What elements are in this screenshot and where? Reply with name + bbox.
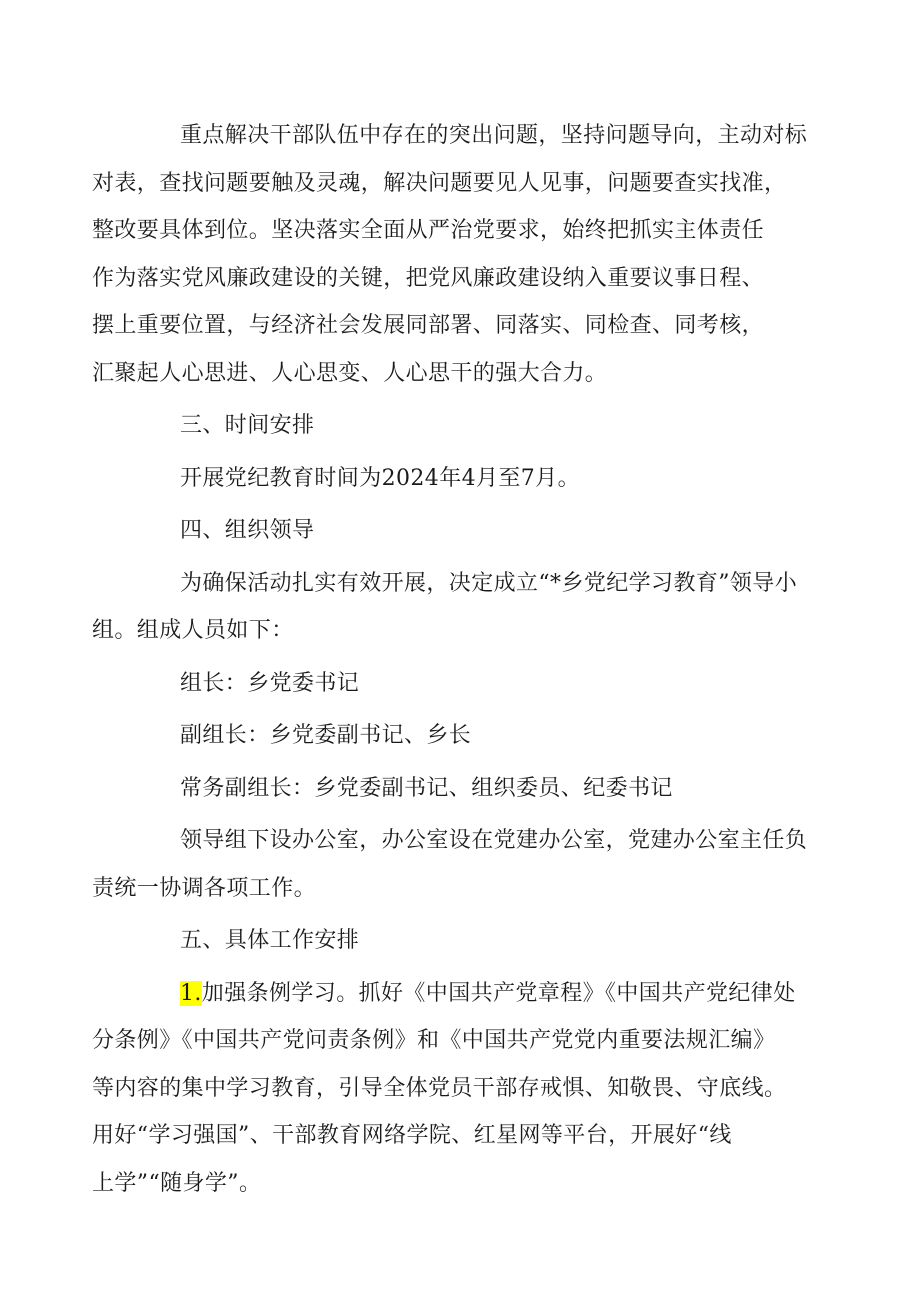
paragraph-problem-solving [92, 112, 808, 397]
text-line: 常务副组长：乡党委副书记、组织委员、纪委书记 [180, 775, 673, 801]
text-line: 组长：乡党委书记 [180, 670, 360, 696]
heading-text: 五、具体工作安排 [180, 928, 360, 953]
heading-text: 三、时间安排 [180, 413, 315, 438]
paragraph-leader [136, 660, 796, 708]
paragraph-deputy [136, 712, 796, 760]
document-body [92, 112, 808, 1212]
text-line: 副组长：乡党委副书记、乡长 [180, 723, 472, 748]
section-heading-organization [136, 507, 796, 555]
section-heading-work-plan [136, 917, 796, 965]
text-line: 汇聚起人心思进、人心思变、人心思干的强大合力。 [92, 360, 608, 386]
text-line: 等内容的集中学习教育，引导全体党员干部存戒惧、知敬畏、守底线。 [92, 1075, 787, 1101]
text-line: 分条例》《中国共产党问责条例》和《中国共产党党内重要法规汇编》 [92, 1028, 776, 1053]
text-line: 用好“学习强国”、干部教育网络学院、红星网等平台，开展好“线 [92, 1123, 732, 1148]
text-line: 整改要具体到位。坚决落实全面从严治党要求，始终把抓实主体责任 [92, 218, 765, 243]
text-line: 责统一协调各项工作。 [92, 875, 317, 901]
paragraph-office [92, 817, 808, 912]
text-run: 加强条例学习。抓好《中国共产党章程》《中国共产党纪律处 [201, 980, 796, 1006]
text-line: 组。组成人员如下： [92, 618, 294, 643]
paragraph-item-1 [92, 970, 796, 1208]
section-heading-schedule [136, 402, 796, 450]
text-line: 领导组下设办公室，办公室设在党建办公室，党建办公室主任负 [180, 828, 808, 853]
text-line [136, 970, 796, 1018]
heading-text: 四、组织领导 [180, 518, 315, 543]
text-line: 开展党纪教育时间为2024年4月至7月。 [180, 465, 580, 491]
text-line: 对表，查找问题要触及灵魂，解决问题要见人见事，问题要查实找准， [92, 170, 787, 196]
text-line: 上学”“随身学”。 [92, 1170, 262, 1196]
text-line: 重点解决干部队伍中存在的突出问题，坚持问题导向，主动对标 [180, 123, 808, 148]
highlighted-item-number: 1. [180, 980, 202, 1006]
paragraph-organization [92, 560, 798, 655]
text-line: 为确保活动扎实有效开展，决定成立“*乡党纪学习教育”领导小 [180, 570, 798, 596]
paragraph-exec-deputy [136, 765, 796, 813]
paragraph-time [136, 455, 796, 503]
text-line: 摆上重要位置，与经济社会发展同部署、同落实、同检查、同考核， [92, 313, 765, 338]
text-line: 作为落实党风廉政建设的关键，把党风廉政建设纳入重要议事日程、 [92, 265, 765, 291]
